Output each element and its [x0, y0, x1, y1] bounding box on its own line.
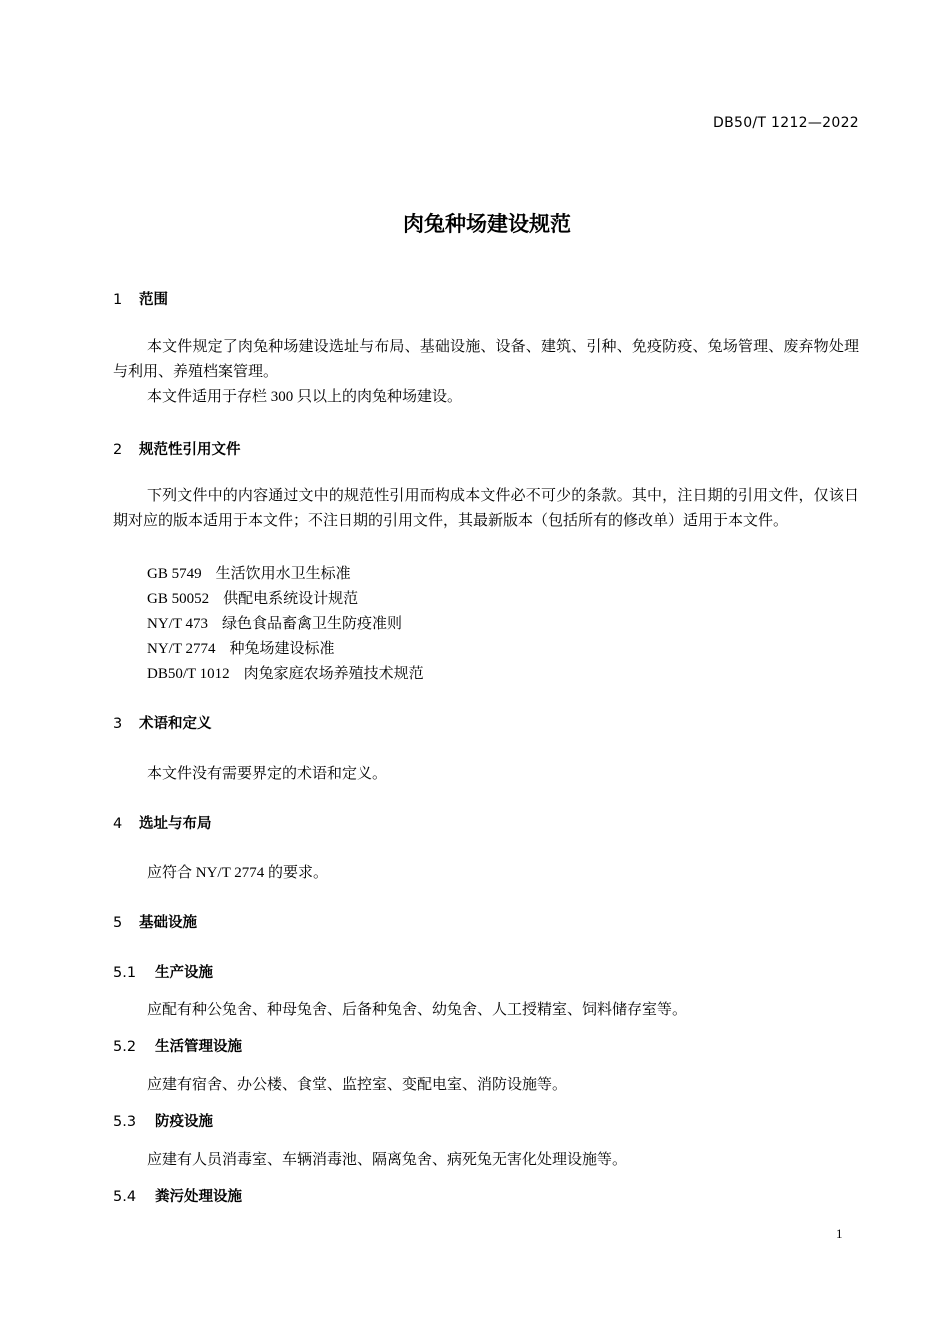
reference-name: 供配电系统设计规范: [223, 591, 359, 607]
reference-item: [147, 637, 335, 658]
subsection-5-3-heading: [113, 1110, 213, 1131]
reference-name: 绿色食品畜禽卫生防疫准则: [221, 616, 402, 632]
section-number: 2: [113, 442, 123, 458]
reference-item: [147, 612, 402, 633]
page-number: 1: [836, 1226, 843, 1241]
subsection-5-4-heading: [113, 1185, 242, 1206]
subsection-number: 5.4: [113, 1189, 137, 1205]
document-code: DB50/T 1212—2022: [713, 115, 859, 131]
subsection-5-2-para: 应建有宿舍、办公楼、食堂、监控室、变配电室、消防设施等。: [147, 1077, 568, 1093]
subsection-5-1-para: 应配有种公兔舍、种母兔舍、后备种兔舍、幼兔舍、人工授精室、饲料储存室等。: [147, 1002, 688, 1018]
reference-code: NY/T 2774: [147, 641, 216, 657]
subsection-number: 5.3: [113, 1114, 137, 1130]
reference-name: 生活饮用水卫生标准: [215, 566, 351, 582]
section-1-heading: [113, 288, 168, 309]
reference-item: [147, 587, 358, 608]
section-4-para: 应符合 NY/T 2774 的要求。: [147, 865, 328, 881]
reference-name: 肉兔家庭农场养殖技术规范: [243, 666, 424, 682]
section-title: 基础设施: [139, 915, 197, 931]
subsection-number: 5.1: [113, 965, 137, 981]
section-title: 选址与布局: [139, 816, 212, 832]
section-2-heading: [113, 438, 241, 459]
section-1-para-2: 本文件适用于存栏 300 只以上的肉兔种场建设。: [147, 389, 463, 405]
section-5-heading: [113, 911, 197, 932]
subsection-title: 防疫设施: [155, 1114, 213, 1130]
section-2-para: 下列文件中的内容通过文中的规范性引用而构成本文件必不可少的条款。其中，注日期的引用文件，仅该日期对应的版本适用于本文件；不注日期的引用文件，其最新版本（包括所有的修改单）适用于本文件。: [113, 488, 859, 529]
section-title: 规范性引用文件: [139, 442, 241, 458]
reference-item: [147, 562, 351, 583]
section-number: 5: [113, 915, 123, 931]
section-4-heading: [113, 812, 212, 833]
section-title: 范围: [139, 292, 168, 308]
section-number: 3: [113, 716, 123, 732]
reference-item: [147, 662, 424, 683]
subsection-5-2-heading: [113, 1035, 242, 1056]
section-number: 4: [113, 816, 123, 832]
subsection-title: 粪污处理设施: [155, 1189, 242, 1205]
reference-code: DB50/T 1012: [147, 666, 230, 682]
document-title: 肉兔种场建设规范: [403, 212, 571, 236]
reference-code: GB 50052: [147, 591, 210, 607]
section-title: 术语和定义: [139, 716, 212, 732]
section-number: 1: [113, 292, 123, 308]
reference-code: GB 5749: [147, 566, 202, 582]
reference-name: 种兔场建设标准: [229, 641, 335, 657]
subsection-5-3-para: 应建有人员消毒室、车辆消毒池、隔离兔舍、病死兔无害化处理设施等。: [147, 1152, 628, 1168]
subsection-number: 5.2: [113, 1039, 137, 1055]
subsection-5-1-heading: [113, 961, 213, 982]
subsection-title: 生产设施: [155, 965, 213, 981]
subsection-title: 生活管理设施: [155, 1039, 242, 1055]
section-3-heading: [113, 712, 212, 733]
reference-code: NY/T 473: [147, 616, 208, 632]
section-3-para: 本文件没有需要界定的术语和定义。: [147, 766, 388, 782]
section-1-para-1: 本文件规定了肉兔种场建设选址与布局、基础设施、设备、建筑、引种、免疫防疫、兔场管理、废弃物处理与利用、养殖档案管理。: [113, 339, 859, 380]
